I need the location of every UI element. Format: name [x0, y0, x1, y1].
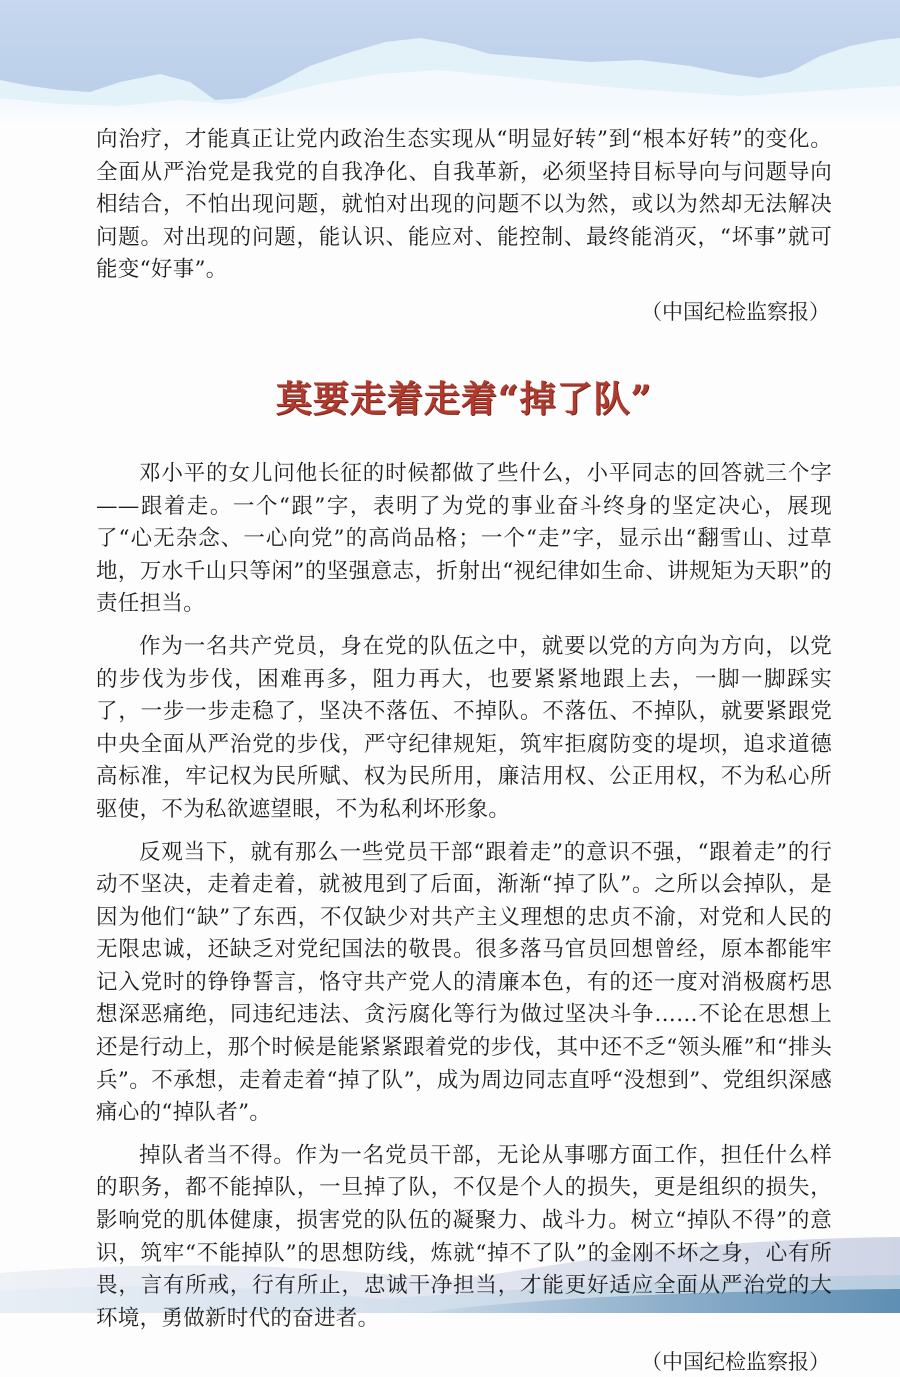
mountain-header-decoration	[0, 0, 900, 125]
article-paragraph-3: 反观当下，就有那么一些党员干部“跟着走”的意识不强，“跟着走”的行动不坚决，走着走着，就被甩到了后面，渐渐“掉了队”。之所以会掉队，是因为他们“缺”了东西，不仅缺少对共产主义理想的忠贞不渝，对党和人民的无限忠诚，还缺乏对党纪国法的敬畏。很多落马官员回想曾经，原本都能牢记入党时的铮铮誓言，恪守共产党人的清廉本色，有的还一度对消极腐朽思想深恶痛绝，同违纪违法、贪污腐化等行为做过坚决斗争……不论在思想上还是行动上，那个时候是能紧紧跟着党的步伐，其中还不乏“领头雁”和“排头兵”。不承想，走着走着“掉了队”，成为周边同志直呼“没想到”、党组织深感痛心的“掉队者”。	[96, 839, 832, 1126]
article-paragraph-4: 掉队者当不得。作为一名党员干部，无论从事哪方面工作，担任什么样的职务，都不能掉队，一旦掉了队，不仅是个人的损失，更是组织的损失，影响党的肌体健康，损害党的队伍的凝聚力、战斗力。树立“掉队不得”的意识，筑牢“不能掉队”的思想防线，炼就“掉不了队”的金刚不坏之身，心有所畏，言有所戒，行有所止，忠诚干净担当，才能更好适应全面从严治党的大环境，勇做新时代的奋进者。	[96, 1142, 832, 1331]
article-source: （中国纪检监察报）	[641, 1350, 830, 1375]
previous-article-source: （中国纪检监察报）	[641, 299, 830, 324]
article-title: 莫要走着走着“掉了队”	[275, 377, 653, 420]
page-content	[96, 124, 832, 1377]
article-paragraph-1: 邓小平的女儿问他长征的时候都做了些什么，小平同志的回答就三个字——跟着走。一个“跟”字，表明了为党的事业奋斗终身的坚定决心，展现了“心无杂念、一心向党”的高尚品格；一个“走”字，显示出“翻雪山、过草地，万水千山只等闲”的坚强意志，折射出“视纪律如生命、讲规矩为天职”的责任担当。	[96, 460, 832, 617]
article-paragraph-2: 作为一名共产党员，身在党的队伍之中，就要以党的方向为方向，以党的步伐为步伐，困难再多，阻力再大，也要紧紧地跟上去，一脚一脚踩实了，一步一步走稳了，坚决不落伍、不掉队。不落伍、不掉队，就要紧跟党中央全面从严治党的步伐，严守纪律规矩，筑牢拒腐防变的堤坝，追求道德高标准，牢记权为民所赋、权为民所用，廉洁用权、公正用权，不为私心所驱使，不为私欲遮望眼，不为私利坏形象。	[96, 633, 832, 822]
previous-article-paragraph: 向治疗，才能真正让党内政治生态实现从“明显好转”到“根本好转”的变化。全面从严治党是我党的自我净化、自我革新，必须坚持目标导向与问题导向相结合，不怕出现问题，就怕对出现的问题不以为然，或以为然却无法解决问题。对出现的问题，能认识、能应对、能控制、最终能消灭，“坏事”就可能变“好事”。	[96, 127, 832, 283]
